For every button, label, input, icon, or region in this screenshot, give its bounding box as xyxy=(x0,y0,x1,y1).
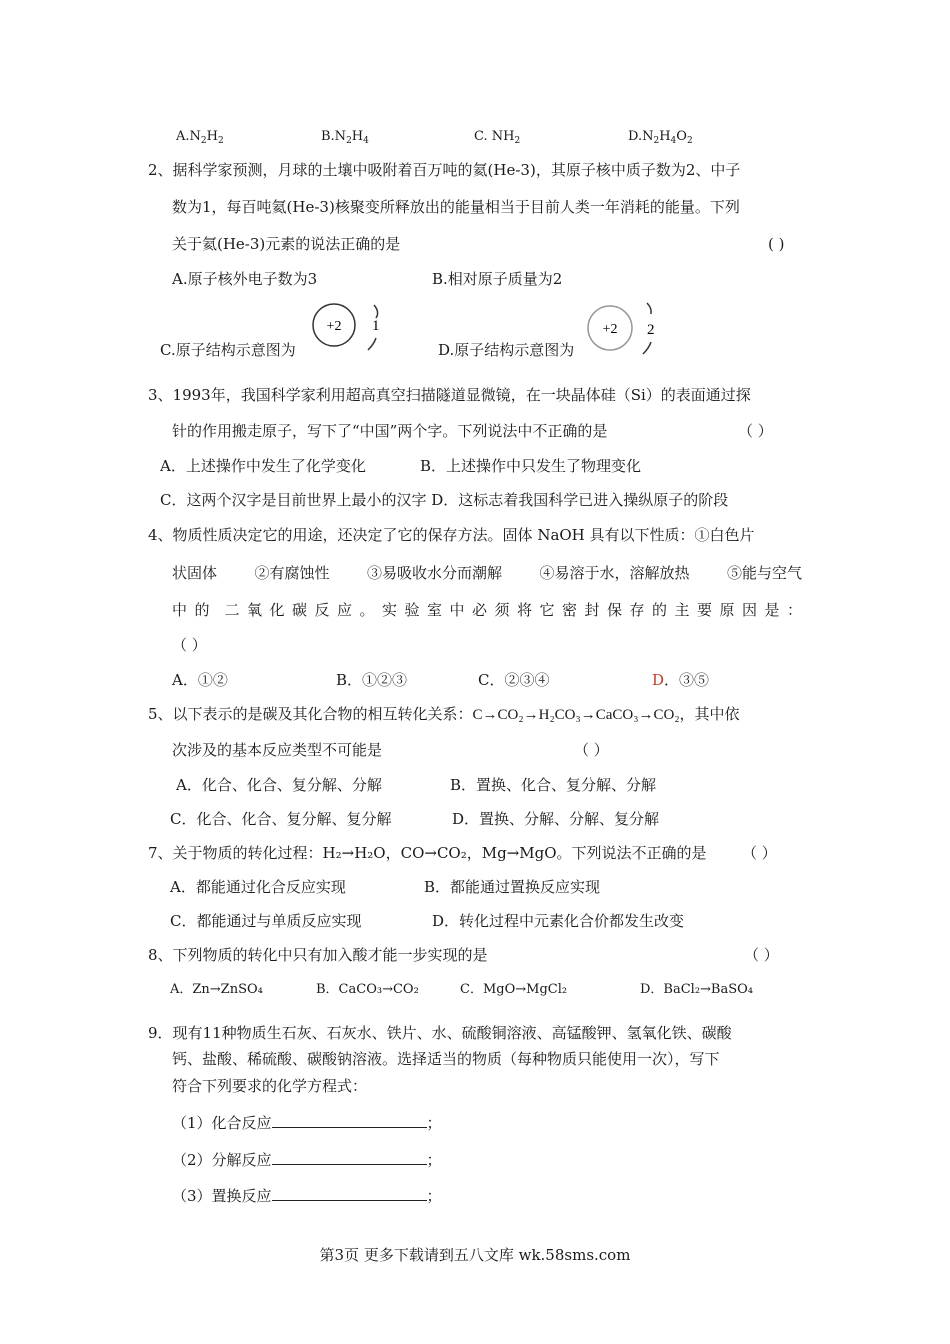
q5-line-1: 5、以下表示的是碳及其化合物的相互转化关系：C→CO₂→H₂CO₃→CaCO₃→CO₂，其中依 xyxy=(148,705,740,723)
q1-option-c: C. $NH_2$ xyxy=(474,129,521,146)
q4-line-3-char: 二 xyxy=(224,601,240,619)
q4-line-3-char: 保 xyxy=(606,601,622,619)
q4-line-3-char: 要 xyxy=(696,601,712,619)
q4-line-3-char: 中 xyxy=(172,601,188,619)
q4-line-3-char: 存 xyxy=(629,601,645,619)
q3-option-b: B．上述操作中只发生了物理变化 xyxy=(420,457,642,475)
q4-line-3-char: ： xyxy=(786,601,802,619)
q2-option-d: D.原子结构示意图为 xyxy=(438,341,575,359)
q9-answer-blank-3[interactable] xyxy=(272,1186,427,1201)
q4-line-3-char: 实 xyxy=(381,601,397,619)
atom-diagram-c xyxy=(310,300,385,360)
q8-option-a: A．Zn→ZnSO₄ xyxy=(170,982,263,997)
q2-option-b: B.相对原子质量为2 xyxy=(432,270,563,288)
q4-item-4: ④易溶于水，溶解放热 xyxy=(539,564,690,582)
atom-d-nucleus: +2 xyxy=(602,322,618,337)
q2-option-a: A.原子核外电子数为3 xyxy=(172,270,318,288)
q4-line-3-char: 。 xyxy=(359,601,375,619)
q3-answer-paren: （ ） xyxy=(738,422,773,440)
q5-option-c: C．化合、化合、复分解、复分解 xyxy=(170,810,392,828)
q7-option-c: C．都能通过与单质反应实现 xyxy=(170,912,362,930)
q4-item-5: ⑤能与空气 xyxy=(726,564,802,582)
atom-c-shell: 1 xyxy=(372,318,380,334)
q4-line-2 xyxy=(172,563,802,583)
q9-item-1: （1）化合反应 ； xyxy=(172,1114,442,1132)
q4-line-3 xyxy=(172,600,802,620)
q4-option-d-letter: D xyxy=(652,671,665,689)
q3-option-a: A．上述操作中发生了化学变化 xyxy=(160,457,366,475)
q8-line-1: 8、下列物质的转化中只有加入酸才能一步实现的是 xyxy=(148,946,488,964)
q8-answer-paren: （ ） xyxy=(744,946,779,964)
q9-line-2: 钙、盐酸、稀硫酸、碳酸钠溶液。选择适当的物质（每种物质只能使用一次），写下 xyxy=(172,1050,720,1068)
q7-option-b: B．都能通过置换反应实现 xyxy=(424,878,601,896)
q4-line-3-char: 密 xyxy=(561,601,577,619)
q7-option-d: D．转化过程中元素化合价都发生改变 xyxy=(432,912,685,930)
q4-line-3-char: 它 xyxy=(539,601,555,619)
q5-option-d: D．置换、分解、分解、复分解 xyxy=(452,810,660,828)
atom-d-shell: 2 xyxy=(647,322,655,338)
q4-line-3-char: 验 xyxy=(404,601,420,619)
q5-line-2: 次涉及的基本反应类型不可能是 xyxy=(172,741,383,759)
q4-option-a: A．①② xyxy=(172,671,228,689)
q9-line-3: 符合下列要求的化学方程式： xyxy=(172,1077,368,1095)
q4-option-b: B．①②③ xyxy=(336,671,408,689)
q4-item-2: ②有腐蚀性 xyxy=(254,564,330,582)
q1-option-d: $D.N_2H_4O_2$ xyxy=(628,129,693,146)
q4-line-3-char: 将 xyxy=(516,601,532,619)
q8-option-b: B．CaCO₃→CO₂ xyxy=(316,982,419,997)
q9-line-1: 9．现有11种物质生石灰、石灰水、铁片、水、硫酸铜溶液、高锰酸钾、氢氧化铁、碳酸 xyxy=(148,1024,732,1042)
q9-answer-blank-1[interactable] xyxy=(272,1113,427,1128)
q9-item-3: （3）置换反应 ； xyxy=(172,1187,442,1205)
q8-option-c: C．MgO→MgCl₂ xyxy=(460,982,568,997)
q2-option-c: C.原子结构示意图为 xyxy=(160,341,296,359)
q1-option-b: $B.N_2H_4$ xyxy=(321,129,369,146)
q4-line-3-char: 氧 xyxy=(246,601,262,619)
q2-line-3: 关于氦(He-3)元素的说法正确的是 xyxy=(172,235,401,253)
atom-diagram-d xyxy=(585,300,660,360)
q5-option-a: A．化合、化合、复分解、分解 xyxy=(176,776,382,794)
q4-line-3-char: 必 xyxy=(471,601,487,619)
q9-answer-blank-2[interactable] xyxy=(272,1150,427,1165)
q4-line-3-char: 因 xyxy=(741,601,757,619)
q4-line-3-char: 化 xyxy=(269,601,285,619)
q4-line-1: 4、物质性质决定它的用途，还决定了它的保存方法。固体 NaOH 具有以下性质：①白色片 xyxy=(148,526,755,544)
q4-line-3-char: 须 xyxy=(494,601,510,619)
q4-item-1: 状固体 xyxy=(172,564,218,582)
q4-line-3-char: 应 xyxy=(336,601,352,619)
q4-line-3-char: 原 xyxy=(719,601,735,619)
q4-line-3-char: 室 xyxy=(426,601,442,619)
q8-option-d: D．BaCl₂→BaSO₄ xyxy=(640,982,754,997)
q4-line-3-char: 封 xyxy=(584,601,600,619)
q4-answer-paren: （ ） xyxy=(172,636,207,654)
q3-option-cd: C．这两个汉字是目前世界上最小的汉字 D．这标志着我国科学已进入操纵原子的阶段 xyxy=(160,491,729,509)
q4-line-3-char: 是 xyxy=(764,601,780,619)
q5-answer-paren: （ ） xyxy=(574,741,609,759)
atom-c-nucleus: +2 xyxy=(326,319,342,334)
q4-line-3-char: 的 xyxy=(194,601,210,619)
q3-line-2: 针的作用搬走原子，写下了“中国”两个字。下列说法中不正确的是 xyxy=(172,422,608,440)
q4-option-c: C．②③④ xyxy=(478,671,550,689)
q7-answer-paren: （ ） xyxy=(742,844,777,862)
q5-option-b: B．置换、化合、复分解、分解 xyxy=(450,776,657,794)
q7-option-a: A．都能通过化合反应实现 xyxy=(170,878,346,896)
q9-item-2: （2）分解反应 ； xyxy=(172,1151,442,1169)
q4-line-3-char: 碳 xyxy=(291,601,307,619)
q1-option-a: $A.N_2H_2$ xyxy=(176,129,224,146)
q2-line-2: 数为1，每百吨氦(He-3)核聚变所释放出的能量相当于目前人类一年消耗的能量。下列 xyxy=(172,198,740,216)
q2-line-1: 2、据科学家预测，月球的土壤中吸附着百万吨的氦(He-3)，其原子核中质子数为2、中子 xyxy=(148,161,741,179)
q4-line-3-char: 主 xyxy=(674,601,690,619)
q4-line-3-char: 中 xyxy=(449,601,465,619)
page-footer: 第3页 更多下载请到五八文库 wk.58sms.com xyxy=(319,1246,631,1264)
q7-line-1: 7、关于物质的转化过程：H₂→H₂O，CO→CO₂，Mg→MgO。下列说法不正确的是 xyxy=(148,844,707,862)
q4-option-d: D．③⑤ xyxy=(652,671,710,689)
q4-item-3: ③易吸收水分而潮解 xyxy=(366,564,502,582)
q2-answer-paren: ( ) xyxy=(768,235,785,253)
q5-chain: C→CO₂→H₂CO₃→CaCO₃→CO₂ xyxy=(472,707,680,723)
q4-line-3-char: 反 xyxy=(314,601,330,619)
q4-line-3-char: 的 xyxy=(651,601,667,619)
q3-line-1: 3、1993年，我国科学家利用超高真空扫描隧道显微镜，在一块晶体硅（Si）的表面通过探 xyxy=(148,386,751,404)
